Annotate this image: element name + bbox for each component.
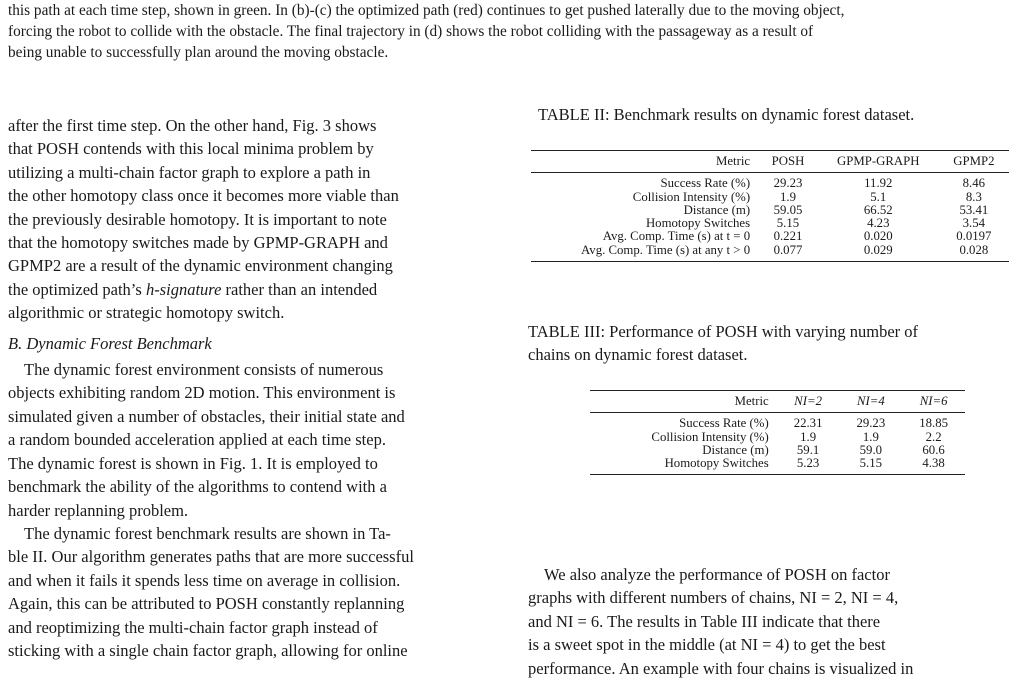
- text-line: simulated given a number of obstacles, their initial state and: [8, 406, 405, 426]
- caption-line: chains on dynamic forest dataset.: [528, 345, 748, 365]
- text-line: forcing the robot to collide with the obstacle. The final trajectory in (d) shows the robot colliding with the passageway as a result of: [8, 23, 814, 40]
- text-line: this path at each time step, shown in green. In (b)-(c) the optimized path (red) continues to get pushed laterally due to the moving object,: [8, 2, 845, 19]
- text-line: graphs with different numbers of chains, NI = 2, NI = 4,: [528, 588, 899, 608]
- text-line: benchmark the ability of the algorithms to contend with a: [8, 477, 387, 497]
- text-line: algorithmic or strategic homotopy switch.: [8, 303, 285, 323]
- table-row: [531, 173, 1009, 191]
- value-cell: 1.9: [779, 189, 796, 204]
- table-row: [531, 204, 1009, 217]
- table-row: [590, 444, 965, 457]
- metric-cell: Distance (m): [683, 202, 751, 217]
- text-line: that POSH contends with this local minima problem by: [8, 139, 374, 159]
- metric-cell: Collision Intensity (%): [632, 189, 751, 204]
- column-header: Metric: [531, 151, 758, 173]
- value-cell: 59.05: [773, 202, 803, 217]
- table3-caption: [528, 320, 1018, 367]
- left-column: [8, 114, 496, 662]
- value-cell: 22.31: [793, 416, 823, 431]
- right-column-paragraph: [528, 563, 1016, 680]
- value-cell: 5.15: [776, 216, 800, 231]
- text-line: The dynamic forest is shown in Fig. 1. It is employed to: [8, 453, 378, 473]
- text-line: the previously desirable homotopy. It is important to note: [8, 209, 387, 229]
- value-cell: 0.0197: [956, 229, 992, 244]
- text-line: that the homotopy switches made by GPMP-GRAPH and: [8, 233, 388, 253]
- metric-cell: Homotopy Switches: [590, 457, 777, 475]
- metric-cell: Avg. Comp. Time (s) at any t > 0: [531, 244, 758, 262]
- metric-cell: Success Rate (%): [679, 416, 769, 431]
- value-cell: 66.52: [863, 202, 893, 217]
- value-cell: 59.0: [859, 442, 883, 457]
- value-cell: 5.15: [839, 457, 902, 475]
- text-line: The dynamic forest environment consists of numerous: [24, 360, 384, 380]
- text-line: and NI = 6. The results in Table III indicate that there: [528, 611, 881, 631]
- text-line: We also analyze the performance of POSH on factor: [544, 565, 890, 584]
- text-line: and reoptimizing the multi-chain factor graph instead of: [8, 617, 378, 637]
- text-line: GPMP2 are a result of the dynamic environment changing: [8, 256, 393, 276]
- value-cell: 5.23: [777, 457, 840, 475]
- value-cell: 8.3: [965, 189, 982, 204]
- text-line: harder replanning problem.: [8, 500, 189, 520]
- table-row: [531, 230, 1009, 243]
- column-header: NI=2: [777, 391, 840, 413]
- text-line: sticking with a single chain factor graph, allowing for online: [8, 640, 408, 660]
- caption-line: TABLE III: Performance of POSH with varying number of: [528, 322, 919, 341]
- text-line: ble II. Our algorithm generates paths that are more successful: [8, 547, 414, 567]
- column-header: GPMP-GRAPH: [818, 151, 939, 173]
- value-cell: 3.54: [962, 216, 986, 231]
- text-line: Again, this can be attributed to POSH constantly replanning: [8, 594, 405, 614]
- text-run: the optimized path’s: [8, 279, 146, 299]
- table-row: [590, 431, 965, 444]
- text-run: rather than an intended: [221, 279, 378, 299]
- table2: [531, 150, 1009, 262]
- text-line: after the first time step. On the other hand, Fig. 3 shows: [8, 116, 377, 135]
- value-cell: 0.221: [773, 229, 803, 244]
- text-line: performance. An example with four chains is visualized in: [528, 658, 914, 678]
- column-header: NI=6: [902, 391, 965, 413]
- table-row: [590, 457, 965, 475]
- text-line: and when it fails it spends less time on average in collision.: [8, 570, 401, 590]
- table-header-row: [590, 391, 965, 413]
- text-line: being unable to successfully plan around the moving obstacle.: [8, 44, 389, 61]
- column-header: NI=4: [839, 391, 902, 413]
- metric-cell: Homotopy Switches: [645, 216, 751, 231]
- text-line: [8, 278, 496, 301]
- value-cell: 59.1: [796, 442, 820, 457]
- column-header: POSH: [758, 151, 818, 173]
- table3: [590, 390, 965, 475]
- value-cell: 0.077: [758, 244, 818, 262]
- text-line: objects exhibiting random 2D motion. This environment is: [8, 383, 396, 403]
- value-cell: 11.92: [864, 176, 893, 191]
- text-line: the other homotopy class once it becomes more viable than: [8, 186, 399, 206]
- value-cell: 29.23: [856, 416, 886, 431]
- value-cell: 1.9: [862, 429, 879, 444]
- value-cell: 8.46: [962, 176, 986, 191]
- value-cell: 2.2: [925, 429, 942, 444]
- value-cell: 18.85: [919, 416, 948, 431]
- metric-cell: Collision Intensity (%): [651, 429, 769, 444]
- text-line: a random bounded acceleration applied at each time step.: [8, 430, 386, 450]
- metric-cell: Distance (m): [702, 442, 769, 457]
- value-cell: 0.029: [818, 244, 939, 262]
- value-cell: 4.23: [867, 216, 890, 231]
- metric-cell: Success Rate (%): [660, 176, 751, 191]
- table-header-row: [531, 151, 1009, 173]
- text-line: utilizing a multi-chain factor graph to explore a path in: [8, 162, 371, 182]
- value-cell: 5.1: [870, 189, 887, 204]
- metric-cell: Avg. Comp. Time (s) at t = 0: [602, 229, 751, 244]
- table-row: [590, 413, 965, 431]
- value-cell: 1.9: [800, 429, 817, 444]
- table2-caption: TABLE II: Benchmark results on dynamic forest dataset.: [538, 105, 915, 124]
- h-signature-term: h-signature: [145, 279, 222, 299]
- table-row: [531, 191, 1009, 204]
- table-row: [531, 217, 1009, 230]
- figure-caption-continuation: [8, 0, 1016, 63]
- section-heading: B. Dynamic Forest Benchmark: [8, 333, 212, 353]
- value-cell: 60.6: [922, 442, 945, 457]
- value-cell: 0.020: [863, 229, 893, 244]
- value-cell: 4.38: [902, 457, 965, 475]
- text-line: is a sweet spot in the middle (at NI = 4) to get the best: [528, 635, 886, 655]
- column-header: Metric: [590, 391, 777, 413]
- value-cell: 29.23: [773, 176, 803, 191]
- value-cell: 53.41: [959, 202, 989, 217]
- table-row: [531, 244, 1009, 262]
- column-header: GPMP2: [939, 151, 1009, 173]
- text-line: The dynamic forest benchmark results are shown in Ta-: [24, 523, 391, 543]
- value-cell: 0.028: [939, 244, 1009, 262]
